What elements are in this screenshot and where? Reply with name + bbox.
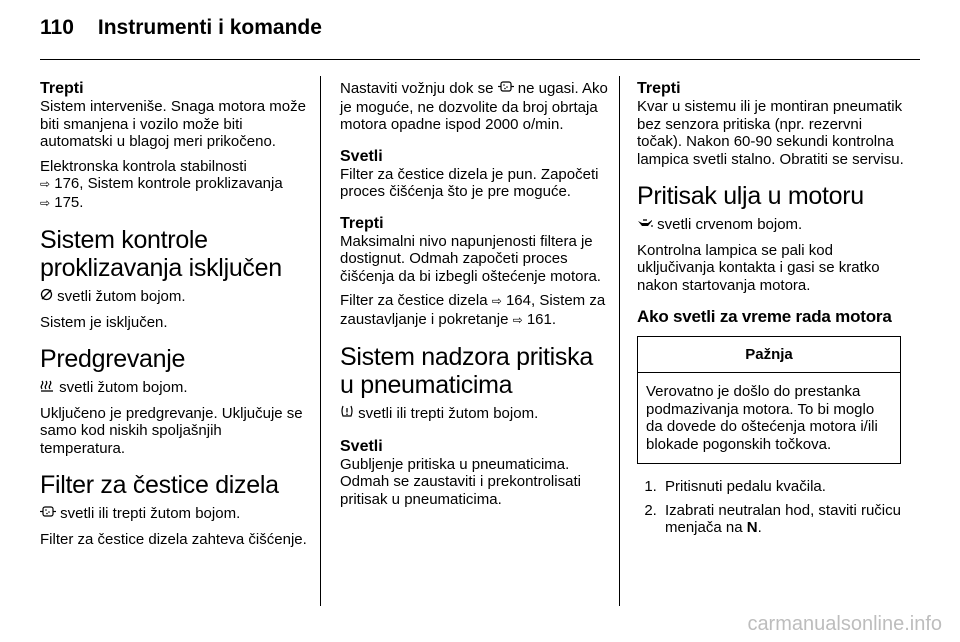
column-2 [340,80,608,515]
watermark: carmanualsonline.info [747,613,942,635]
page-ref-arrow-icon: ⇨ [491,294,502,308]
subheading-lit: Svetli [340,437,383,455]
page-title: Instrumenti i komande [97,16,322,39]
paragraph: Kontrolna lampica se pali kod uključivanja kontakta i gasi se kratko nakon startovanja motora. [637,241,880,294]
caution-text: Verovatno je došlo do prestanka podmazivanja motora. To bi moglo da dovede do oštećenja motora i/ili blokade pogonskih točkova. [646,383,878,453]
subheading-lit: Svetli [340,147,383,165]
section-heading-oil-pressure: Pritisak ulja u motoru [637,182,864,210]
column-3 [637,80,905,543]
esc-link-text: Elektronska kontrola stabilnosti [40,157,247,175]
section-heading-preheating: Predgrevanje [40,345,186,373]
subheading-blink: Trepti [40,80,84,97]
oil-can-icon [637,217,653,235]
lamp-line: svetli žutom bojom. [40,379,308,398]
paragraph: Kvar u sistemu ili je montiran pneumatik bez senzora pritiska (npr. rezervni točak). Nakon 60-90 sekundi kontrolna lampica svetli stalno. Obratiti se servisu. [637,98,904,168]
section-heading-dpf: Filter za čestice dizela [40,471,279,499]
lamp-line: svetli žutom bojom. [40,288,308,307]
page-ref[interactable]: 175. [54,193,84,211]
paragraph: Filter za čestice dizela ⇨ 164, Sistem za zaustavljanje i pokretanje ⇨ 161. [340,292,606,328]
paragraph: Nastaviti vožnju dok se ne ugasi. Ako je moguće, ne dozvolite da broj obrtaja motora opadne ispod 2000 o/min. [340,80,608,133]
gear-letter: N [746,519,758,536]
paragraph: Filter za čestice dizela zahteva čišćenje. [40,530,307,548]
list-item: 2. Izabrati neutralan hod, staviti ručicu menjača na N. [661,502,905,537]
glow-plug-icon [40,379,55,398]
caution-box [637,336,901,465]
caution-title: Pažnja [638,337,900,374]
page-ref[interactable]: 176, Sistem kontrole proklizavanja [54,175,283,192]
paragraph: Sistem interveniše. Snaga motora može biti smanjena i vozilo može biti automatski u blagoj meri prikočeno. [40,98,306,150]
paragraph: Uključeno je predgrevanje. Uključuje se samo kod niskih spoljašnjih temperatura. [40,404,303,457]
lamp-line: svetli ili trepti žutom bojom. [40,505,308,524]
page-ref-arrow-icon: ⇨ [40,195,51,210]
column-1 [40,80,308,555]
paragraph [40,158,308,213]
lamp-line: svetli crvenom bojom. [637,216,905,235]
page-ref[interactable]: 161. [526,310,557,328]
page-number: 110 [40,16,74,39]
subheading-blink: Trepti [340,214,384,232]
page-ref-arrow-icon: ⇨ [512,312,523,327]
page-ref-arrow-icon: ⇨ [40,177,51,191]
page-header [40,16,322,40]
steps-list [637,478,905,537]
paragraph: Gubljenje pritiska u pneumaticima. Odmah se zaustaviti i prekontrolisati pritisak u pneumaticima. [340,455,581,508]
subheading-blink: Trepti [637,80,681,97]
subsection-heading-running: Ako svetli za vreme rada motora [637,307,892,326]
header-rule [40,59,920,60]
column-divider [320,76,321,606]
diesel-particle-filter-icon [40,505,56,524]
column-divider [619,76,620,606]
paragraph: Filter za čestice dizela je pun. Započeti proces čišćenja što je pre moguće. [340,165,599,200]
paragraph: Sistem je isključen. [40,313,168,331]
lamp-line: svetli ili trepti žutom bojom. [340,405,608,424]
diesel-particle-filter-icon [498,80,514,99]
section-heading-tpms: Sistem nadzora pritiska u pneumaticima [340,343,593,399]
traction-control-off-icon [40,288,53,307]
list-item: 1. Pritisnuti pedalu kvačila. [661,478,905,496]
paragraph: Maksimalni nivo napunjenosti filtera je dostignut. Odmah započeti proces čišćenja da bi izbegli oštećenje motora. [340,232,601,285]
section-heading-traction-control: Sistem kontrole proklizavanja isključen [40,226,282,282]
tire-pressure-icon [340,405,354,424]
page-ref[interactable]: 164, Sistem za zaustavljanje i pokretanje [340,292,606,328]
